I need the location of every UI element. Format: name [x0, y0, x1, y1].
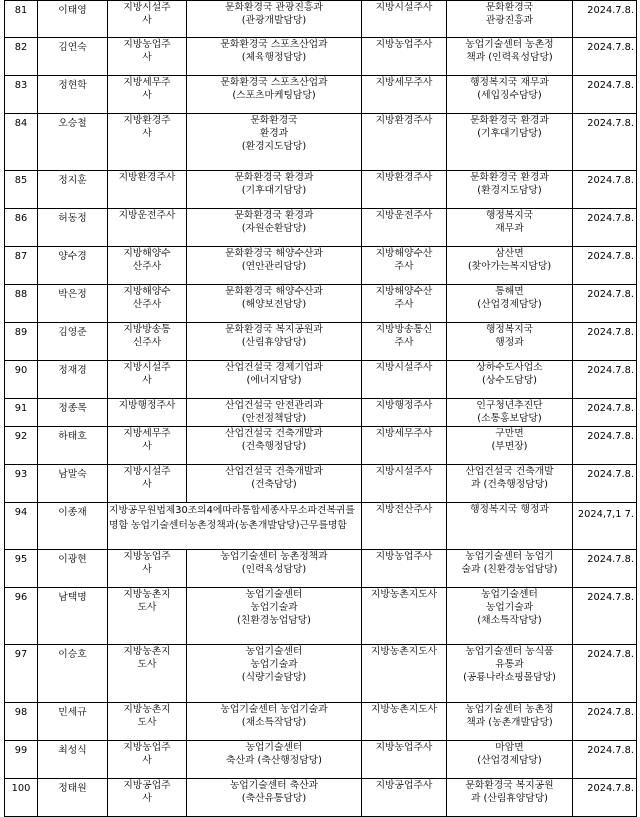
row-number: 87 [5, 247, 38, 285]
effective-date: 2024.7.8. [573, 703, 637, 741]
new-department-line: (산업경제담당) [477, 755, 542, 766]
previous-department-line: (해양보전담당) [241, 299, 307, 310]
previous-rank-line: 도사 [137, 717, 157, 728]
table-row [5, 209, 637, 247]
previous-department [187, 465, 362, 503]
new-department-line: 마암면 [495, 742, 524, 753]
new-department-line: 농업기술센터 농촌정 [465, 704, 554, 715]
effective-date: 2024.7.8. [573, 779, 637, 817]
table-row [5, 588, 637, 645]
previous-department-line: 농업기술센터 [245, 589, 303, 600]
row-number: 90 [5, 361, 38, 399]
effective-date: 2024.7.8. [573, 247, 637, 285]
effective-date: 2024.7.8. [573, 399, 637, 427]
effective-date: 2024.7.8. [573, 550, 637, 588]
new-department-line: (부면장) [491, 441, 528, 452]
previous-department-line: 농업기술과 [250, 659, 298, 670]
previous-department [187, 703, 362, 741]
new-rank-line: 지방세무주사 [375, 428, 433, 439]
employee-name: 하태호 [38, 427, 108, 465]
previous-rank [108, 114, 187, 171]
effective-date: 2024.7.8. [573, 1, 637, 38]
previous-department-line: 축산과 (축산행정담당) [226, 755, 322, 766]
employee-name: 이광현 [38, 550, 108, 588]
new-rank-line: 지방방송통신 [375, 324, 433, 335]
previous-rank [108, 1, 187, 38]
previous-department-line: (산림휴양담당) [241, 337, 307, 348]
employee-name: 정지훈 [38, 171, 108, 209]
employee-name: 이종재 [38, 503, 108, 550]
new-department-line: 문화환경국 환경과 [470, 115, 549, 126]
new-department-line: 농업기술과 [485, 602, 534, 613]
new-department [447, 427, 573, 465]
previous-department-line: (축산유통담당) [241, 793, 307, 804]
row-number: 88 [5, 285, 38, 323]
new-rank [362, 209, 447, 247]
previous-rank-line: 지방행정주사 [118, 400, 176, 411]
new-department-line: (산업경제담당) [477, 299, 542, 310]
previous-department-line: (안전정책담당) [241, 413, 307, 424]
previous-department [187, 171, 362, 209]
effective-date: 2024.7.8. [573, 465, 637, 503]
previous-department-line: (환경지도담당) [241, 141, 307, 152]
table-row [5, 361, 637, 399]
new-department [447, 465, 573, 503]
employee-name: 김영준 [38, 323, 108, 361]
previous-rank [108, 779, 187, 817]
previous-rank-line: 지방농업주 [123, 39, 171, 50]
row-number: 84 [5, 114, 38, 171]
previous-department-line: 농업기술센터 축산과 [229, 780, 319, 791]
new-department [447, 247, 573, 285]
previous-rank [108, 465, 187, 503]
table-row [5, 114, 637, 171]
new-rank-line: 지방환경주사 [375, 172, 433, 183]
previous-rank-line: 지방농업주 [123, 742, 171, 753]
previous-department-line: (건축담당) [251, 479, 297, 490]
employee-name: 정재경 [38, 361, 108, 399]
new-rank [362, 741, 447, 779]
effective-date: 2024.7.8. [573, 171, 637, 209]
new-department [447, 645, 573, 703]
previous-department-line: 문화환경국 환경과 [234, 210, 314, 221]
previous-department-line: 농업기술과 [250, 602, 298, 613]
previous-rank [108, 741, 187, 779]
previous-department-line: 산업건설국 경제기업과 [225, 362, 323, 373]
new-department [447, 399, 573, 427]
employee-name: 김연숙 [38, 38, 108, 76]
previous-department-line: (연안관리담당) [241, 261, 307, 272]
new-rank-line: 지방운전주사 [375, 210, 433, 221]
previous-rank-line: 사 [142, 128, 152, 139]
new-department [447, 1, 573, 38]
previous-department-line: 농업기술센터 농업기술과 [220, 704, 328, 715]
table-row [5, 703, 637, 741]
previous-rank-line: 사 [142, 793, 152, 804]
row-number: 100 [5, 779, 38, 817]
new-rank-line: 지방해양수산 [375, 248, 433, 259]
previous-department [187, 399, 362, 427]
new-department-line: 문화환경국 복지공원 [465, 780, 554, 791]
new-department-line: (채소특작담당) [477, 615, 542, 626]
row-number: 92 [5, 427, 38, 465]
previous-department [187, 427, 362, 465]
effective-date: 2024.7.8. [573, 209, 637, 247]
previous-department [187, 323, 362, 361]
previous-rank-line: 지방해양수 [123, 286, 171, 297]
new-department-line: 관광진흥과 [485, 15, 534, 26]
new-rank-line: 지방농업주사 [375, 551, 433, 562]
new-rank [362, 285, 447, 323]
new-department-line: 구만면 [495, 428, 524, 439]
table-row [5, 779, 637, 817]
new-rank [362, 427, 447, 465]
new-department [447, 209, 573, 247]
row-number: 81 [5, 1, 38, 38]
previous-department-line: 농업기술센터 농촌정책과 [220, 551, 328, 562]
new-rank-line: 지방세무주사 [375, 77, 433, 88]
row-number: 91 [5, 399, 38, 427]
new-rank-line: 지방시설주사 [375, 362, 433, 373]
previous-department-line: 환경과 [259, 128, 289, 139]
previous-department-line: (자원순환담당) [241, 223, 307, 234]
previous-department [187, 209, 362, 247]
new-department [447, 703, 573, 741]
new-rank-line: 지방공업주사 [375, 780, 433, 791]
row-number: 96 [5, 588, 38, 645]
new-department-line: 유통과 [495, 659, 524, 670]
new-rank-line: 지방농촌지도사 [370, 646, 438, 657]
previous-department-line: (채소특작담당) [241, 717, 307, 728]
table-row [5, 427, 637, 465]
new-department [447, 76, 573, 114]
new-rank [362, 323, 447, 361]
new-department-line: (환경지도담당) [477, 185, 542, 196]
effective-date: 2024.7.8. [573, 741, 637, 779]
previous-department-line: (에너지담당) [246, 375, 302, 386]
row-number: 98 [5, 703, 38, 741]
new-rank-line: 주사 [394, 337, 414, 348]
previous-department [187, 361, 362, 399]
new-department-line: 문화환경국 환경과 [470, 172, 549, 183]
new-rank [362, 779, 447, 817]
table-row [5, 285, 637, 323]
previous-rank-line: 사 [142, 15, 152, 26]
previous-rank-line: 지방환경주사 [118, 172, 176, 183]
previous-department-line: (건축행정담당) [241, 441, 307, 452]
new-department-line: 과 (산림휴양담당) [470, 793, 548, 804]
previous-rank-line: 사 [142, 564, 152, 575]
new-department-line: 농업기술센터 농식품 [465, 646, 554, 657]
previous-department [187, 38, 362, 76]
effective-date: 2024.7.8. [573, 114, 637, 171]
previous-department [187, 114, 362, 171]
row-number: 85 [5, 171, 38, 209]
new-rank-line: 주사 [394, 261, 414, 272]
previous-rank [108, 76, 187, 114]
row-number: 82 [5, 38, 38, 76]
new-department [447, 779, 573, 817]
row-number: 93 [5, 465, 38, 503]
previous-department-line: 농업기술센터 [245, 646, 303, 657]
previous-rank-line: 지방방송통 [123, 324, 171, 335]
effective-date: 2024.7.8. [573, 588, 637, 645]
previous-department-line: (스포츠마케팅담당) [232, 90, 316, 101]
new-department-line: 술과 (친환경농업담당) [461, 564, 558, 575]
previous-department-line: 문화환경국 관광진흥과 [225, 2, 323, 13]
effective-date: 2024.7.8. [573, 427, 637, 465]
effective-date: 2024.7.8. [573, 645, 637, 703]
dispatch-return-note: 지방공무원법제30조의4에따라통합세종사무소파견복귀를명함 농업기술센터농촌정책과(농촌개발담당)근무를명함 [108, 503, 362, 550]
previous-rank-line: 지방농촌지 [123, 704, 171, 715]
new-department-line: 책과 (인력육성담당) [466, 52, 553, 63]
previous-rank-line: 사 [142, 90, 152, 101]
previous-rank [108, 427, 187, 465]
new-department-line: 과 (건축행정담당) [470, 479, 548, 490]
new-rank [362, 399, 447, 427]
previous-rank [108, 703, 187, 741]
new-department-line: 재무과 [495, 223, 524, 234]
new-department-line: 인구청년추진단 [476, 400, 543, 411]
new-rank [362, 361, 447, 399]
employee-name: 정종목 [38, 399, 108, 427]
previous-rank-line: 지방시설주 [123, 362, 171, 373]
previous-rank-line: 사 [142, 755, 152, 766]
previous-department-line: 문화환경국 복지공원과 [225, 324, 323, 335]
previous-rank [108, 38, 187, 76]
row-number: 99 [5, 741, 38, 779]
previous-department [187, 247, 362, 285]
previous-department-line: (관광개발담당) [241, 15, 307, 26]
new-department-line: 행정과 [495, 337, 524, 348]
new-rank-line: 지방환경주사 [375, 115, 433, 126]
employee-name: 박은정 [38, 285, 108, 323]
previous-rank [108, 323, 187, 361]
employee-name: 남택명 [38, 588, 108, 645]
new-department-line: 농업기술센터 [481, 589, 538, 600]
previous-department-line: (식량기술담당) [241, 672, 307, 683]
new-department [447, 38, 573, 76]
previous-department [187, 779, 362, 817]
new-rank [362, 38, 447, 76]
new-rank: 지방전산주사 [362, 503, 447, 550]
previous-department [187, 741, 362, 779]
new-department-line: 산업건설국 건축개발 [465, 466, 554, 477]
effective-date: 2024.7.8. [573, 76, 637, 114]
previous-rank-line: 사 [142, 375, 152, 386]
new-rank-line: 지방시설주사 [375, 466, 433, 477]
previous-department [187, 1, 362, 38]
new-department [447, 323, 573, 361]
previous-rank-line: 산주사 [132, 261, 162, 272]
new-rank-line: 지방농촌지도사 [370, 704, 438, 715]
table-row [5, 171, 637, 209]
previous-rank-line: 지방세무주 [123, 428, 171, 439]
new-department-line: 농업기술센터 농촌정 [465, 39, 554, 50]
previous-department-line: 문화환경국 스포츠산업과 [220, 77, 328, 88]
new-rank-line: 지방농업주사 [375, 742, 433, 753]
row-number: 94 [5, 503, 38, 550]
effective-date: 2024.7.8. [573, 323, 637, 361]
previous-department [187, 76, 362, 114]
effective-date: 2024,7,1 7. [573, 503, 637, 550]
new-rank [362, 465, 447, 503]
new-rank-line: 지방농촌지도사 [370, 589, 438, 600]
new-department-line: (상수도담당) [482, 375, 537, 386]
row-number: 89 [5, 323, 38, 361]
employee-name: 양수경 [38, 247, 108, 285]
previous-rank [108, 171, 187, 209]
previous-rank-line: 사 [142, 52, 152, 63]
new-department-line: 문화환경국 [485, 2, 534, 13]
new-rank [362, 550, 447, 588]
previous-rank [108, 399, 187, 427]
previous-department-line: 산업건설국 건축개발과 [225, 466, 323, 477]
new-department [447, 550, 573, 588]
table-body [5, 1, 637, 817]
new-rank-line: 지방행정주사 [375, 400, 433, 411]
new-department: 행정복지국 행정과 [447, 503, 573, 550]
previous-rank-line: 도사 [137, 659, 157, 670]
new-department [447, 741, 573, 779]
previous-department-line: 문화환경국 해양수산과 [225, 286, 323, 297]
table-row [5, 76, 637, 114]
previous-rank-line: 지방운전주사 [118, 210, 176, 221]
effective-date: 2024.7.8. [573, 38, 637, 76]
new-department-line: 행정복지국 재무과 [470, 77, 549, 88]
previous-department-line: 문화환경국 해양수산과 [225, 248, 323, 259]
previous-department [187, 645, 362, 703]
table-row [5, 399, 637, 427]
employee-name: 남말숙 [38, 465, 108, 503]
previous-rank-line: 사 [142, 479, 152, 490]
new-rank [362, 247, 447, 285]
employee-name: 최성식 [38, 741, 108, 779]
new-department-line: (소통홍보담당) [477, 413, 542, 424]
new-department [447, 285, 573, 323]
new-department-line: 삼산면 [495, 248, 524, 259]
new-rank [362, 171, 447, 209]
table-row [5, 38, 637, 76]
previous-rank-line: 지방시설주 [123, 2, 171, 13]
previous-rank-line: 지방시설주 [123, 466, 171, 477]
new-rank-line: 지방농업주사 [375, 39, 433, 50]
previous-rank [108, 247, 187, 285]
row-number: 86 [5, 209, 38, 247]
table-row [5, 323, 637, 361]
new-department [447, 171, 573, 209]
previous-department [187, 588, 362, 645]
previous-department-line: 산업건설국 건축개발과 [225, 428, 323, 439]
new-department-line: 행정복지국 [485, 210, 534, 221]
row-number: 97 [5, 645, 38, 703]
new-rank [362, 1, 447, 38]
previous-department-line: (기후대기담당) [241, 185, 307, 196]
new-department-line: (찾아가는복지담당) [467, 261, 552, 272]
previous-rank [108, 361, 187, 399]
previous-rank-line: 지방환경주 [123, 115, 171, 126]
previous-department-line: 산업건설국 안전관리과 [225, 400, 323, 411]
table-row [5, 247, 637, 285]
new-rank-line: 주사 [394, 299, 414, 310]
previous-rank [108, 645, 187, 703]
previous-rank-line: 지방농촌지 [123, 589, 171, 600]
new-department-line: 통해면 [495, 286, 524, 297]
new-rank [362, 114, 447, 171]
previous-rank [108, 550, 187, 588]
employee-name: 이태영 [38, 1, 108, 38]
previous-rank [108, 588, 187, 645]
previous-department [187, 285, 362, 323]
new-department-line: (기후대기담당) [477, 128, 542, 139]
previous-department-line: (인력육성담당) [241, 564, 307, 575]
new-department-line: (공룡나라쇼핑몰담당) [463, 672, 556, 683]
previous-rank-line: 신주사 [132, 337, 162, 348]
effective-date: 2024.7.8. [573, 361, 637, 399]
previous-rank-line: 지방농촌지 [123, 646, 171, 657]
new-department-line: (세입징수담당) [477, 90, 542, 101]
employee-name: 허동정 [38, 209, 108, 247]
new-department-line: 상하수도사업소 [476, 362, 543, 373]
previous-rank-line: 지방농업주 [123, 551, 171, 562]
employee-name: 이승호 [38, 645, 108, 703]
row-number: 95 [5, 550, 38, 588]
previous-department-line: 농업기술센터 [245, 742, 303, 753]
previous-department [187, 550, 362, 588]
table-row [5, 1, 637, 38]
new-department [447, 588, 573, 645]
employee-name: 정현학 [38, 76, 108, 114]
row-number: 83 [5, 76, 38, 114]
previous-rank-line: 지방해양수 [123, 248, 171, 259]
new-rank-line: 지방해양수산 [375, 286, 433, 297]
previous-rank-line: 도사 [137, 602, 157, 613]
previous-rank-line: 사 [142, 441, 152, 452]
table-row [5, 503, 637, 550]
previous-rank-line: 지방세무주 [123, 77, 171, 88]
new-department-line: 농업기술센터 농업기 [465, 551, 554, 562]
previous-rank [108, 209, 187, 247]
employee-name: 정태원 [38, 779, 108, 817]
employee-name: 민세규 [38, 703, 108, 741]
new-rank-line: 지방시설주사 [375, 2, 433, 13]
new-rank [362, 645, 447, 703]
previous-department-line: 문화환경국 환경과 [234, 172, 314, 183]
previous-rank [108, 285, 187, 323]
table-row [5, 550, 637, 588]
new-department-line: 책과 (농촌개발담당) [466, 717, 553, 728]
previous-department-line: (체육행정담당) [241, 52, 307, 63]
new-rank [362, 76, 447, 114]
new-department [447, 114, 573, 171]
table-row [5, 741, 637, 779]
previous-department-line: 문화환경국 [250, 115, 298, 126]
personnel-table [4, 0, 637, 817]
new-rank [362, 588, 447, 645]
table-row [5, 465, 637, 503]
previous-rank-line: 산주사 [132, 299, 162, 310]
new-rank [362, 703, 447, 741]
previous-department-line: (친환경농업담당) [237, 615, 311, 626]
previous-rank-line: 지방공업주 [123, 780, 171, 791]
new-department-line: 행정복지국 [485, 324, 534, 335]
previous-department-line: 문화환경국 스포츠산업과 [220, 39, 328, 50]
effective-date: 2024.7.8. [573, 285, 637, 323]
table-row [5, 645, 637, 703]
new-department [447, 361, 573, 399]
employee-name: 오승철 [38, 114, 108, 171]
